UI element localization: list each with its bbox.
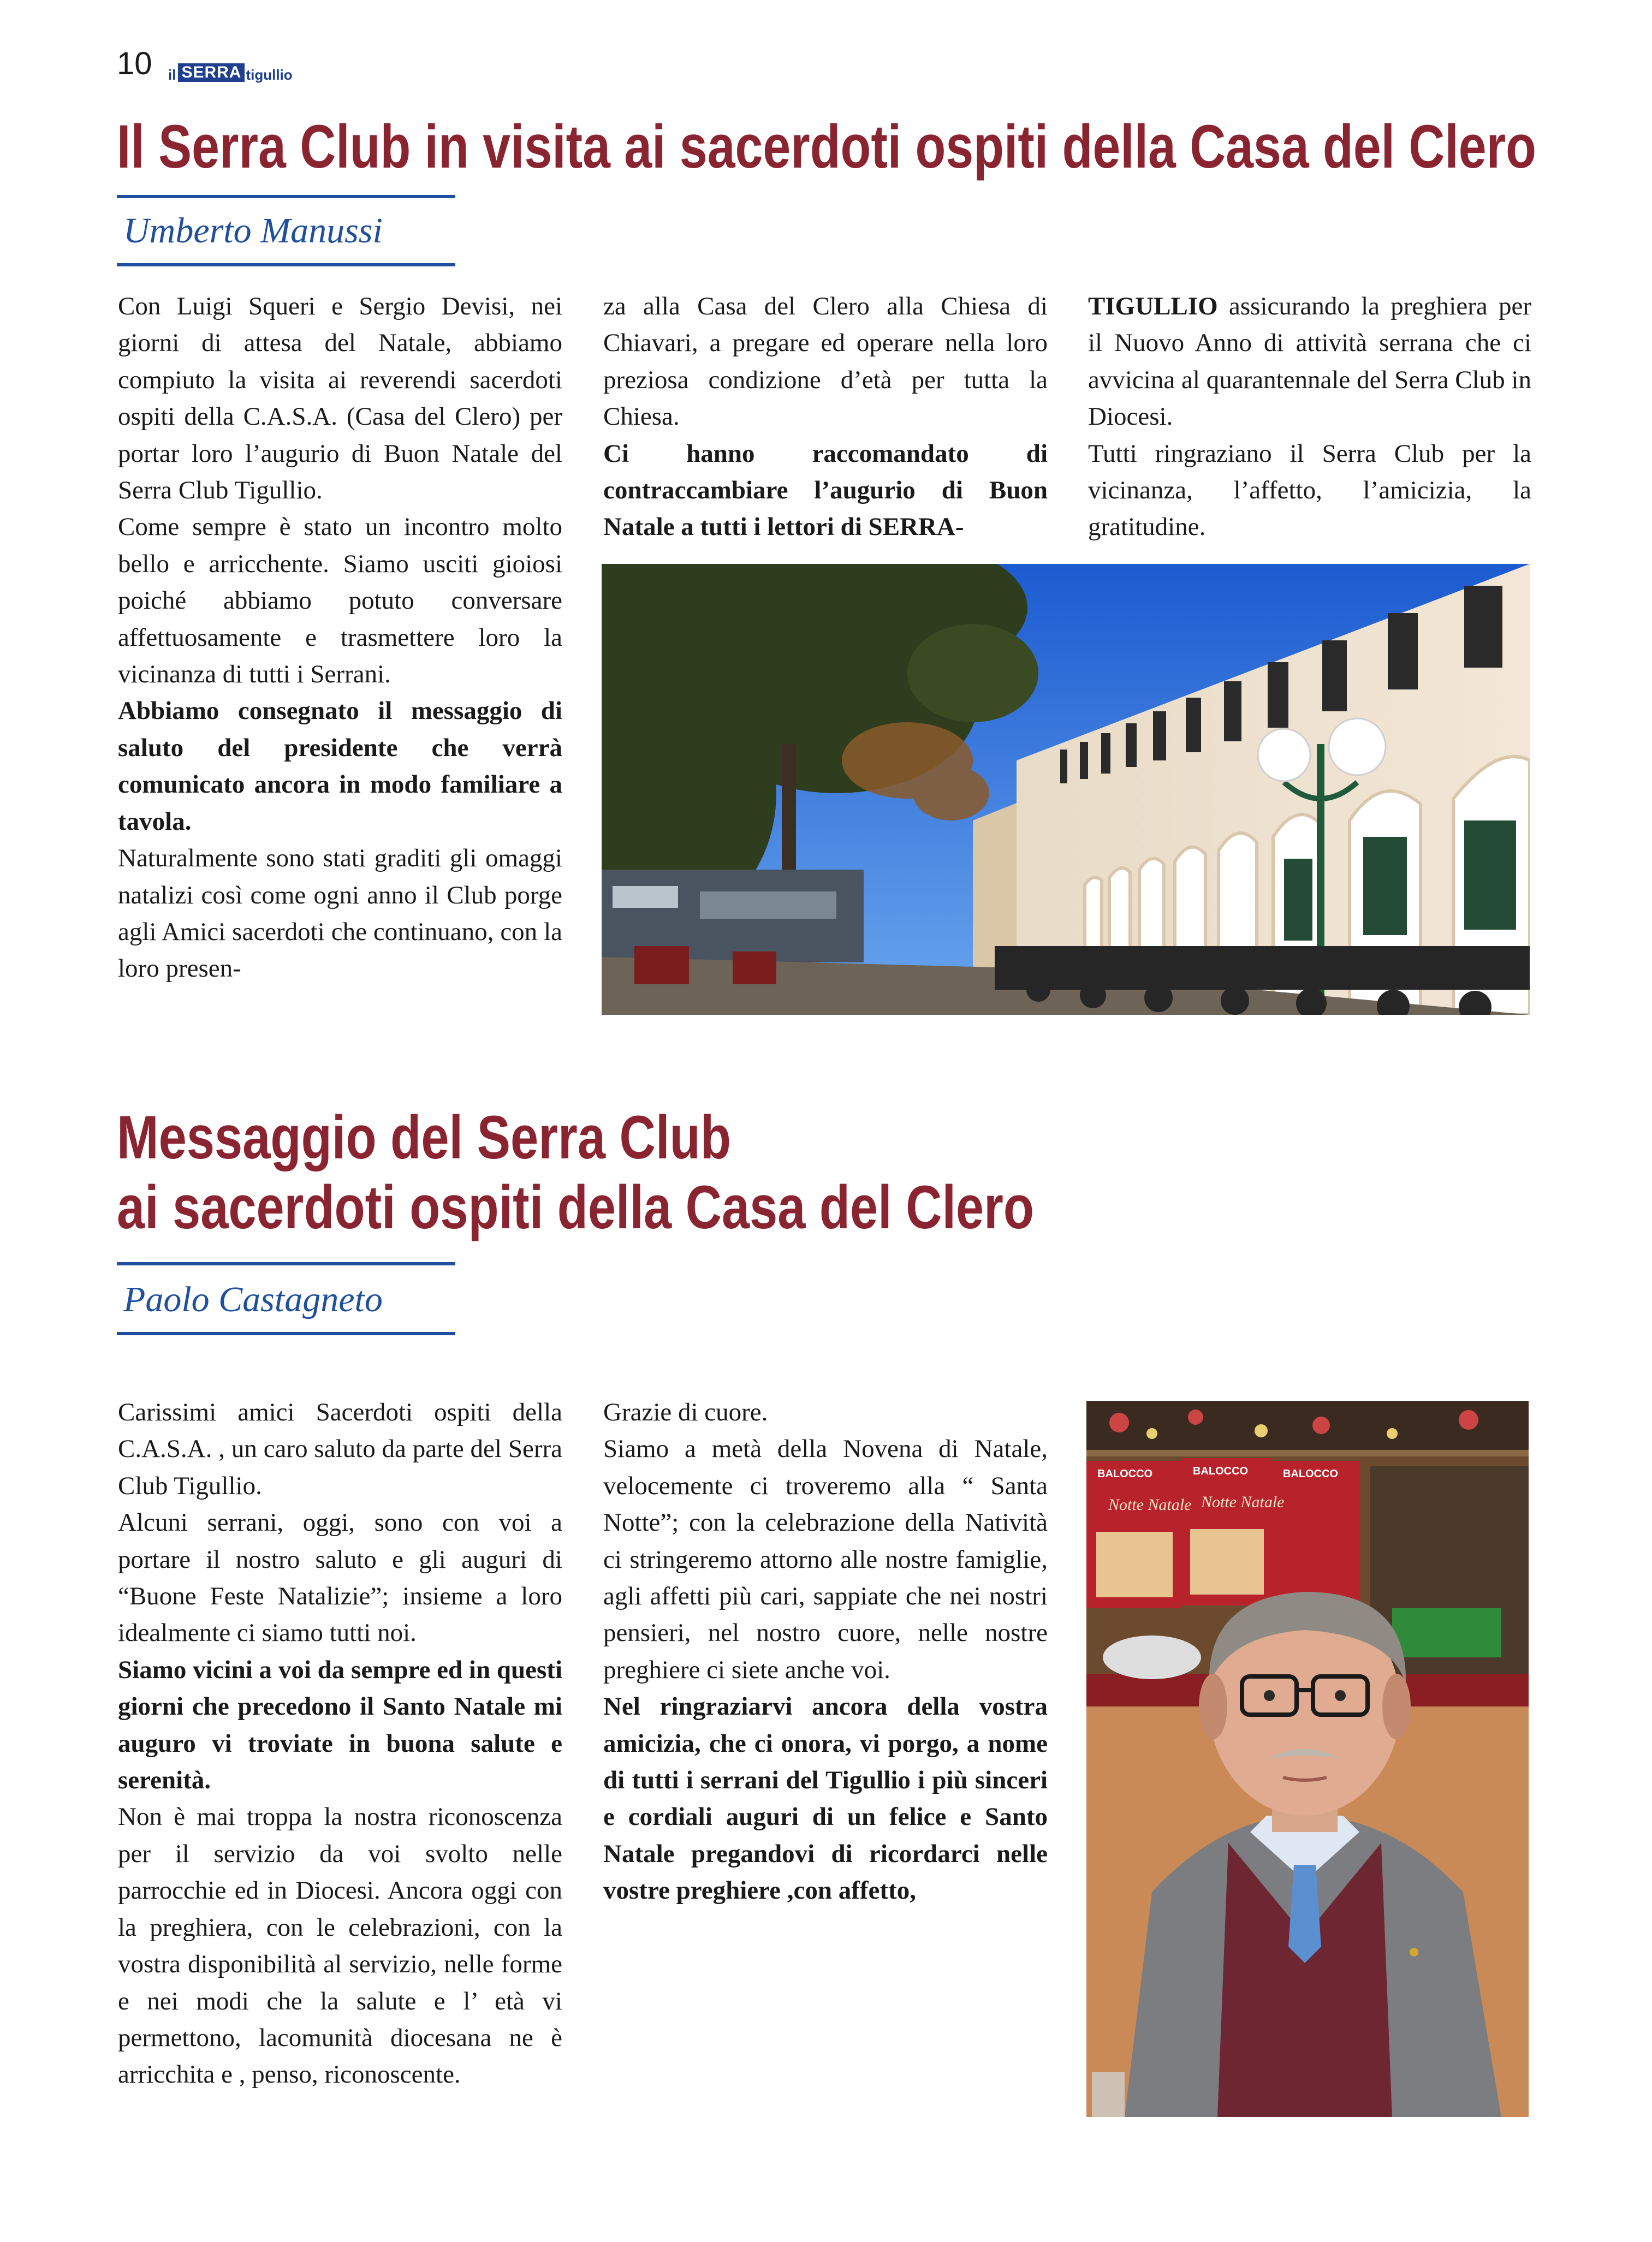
paragraph: Grazie di cuore. [603,1398,768,1426]
article2-column-1 [118,1394,562,2094]
balocco-box-label: BALOCCO [1193,1465,1249,1477]
paragraph-bold: Nel ringraziarvi ancora della vostra amicizia, che ci onora, vi porgo, a nome di tutti i serrani del Tigullio i più sinceri e cordiali auguri di un felice e Santo Natale pregandovi di ricordarci nelle vostre preghiere ,con affetto, [603,1692,1048,1905]
portrait-photo [1086,1401,1529,2117]
paragraph-bold: Abbiamo consegnato il messaggio di saluto del presidente che verrà comunicato ancora in modo familiare a tavola. [118,697,562,836]
paragraph: Siamo a metà della Novena di Natale, velocemente ci troveremo alla “ Santa Notte”; con la celebrazione della Natività ci stringeremo attorno alle nostre famiglie, agli affetti più cari, sappiate che nei nostri pensieri, nel nostro cuore, nelle nostre preghiere ci siete anche voi. [603,1435,1048,1684]
street-arcade-photo [602,564,1530,1015]
article1-rule-top [117,195,455,198]
article2-rule-top [117,1262,455,1265]
logo-suffix: tigullio [246,67,293,83]
article2-column-2 [603,1394,1048,1910]
box-product-label: Notte Natale [1108,1496,1192,1514]
article2-title-line2: ai sacerdoti ospiti della Casa del Clero [117,1173,1034,1241]
paragraph: Come sempre è stato un incontro molto bello e arricchente. Siamo usciti gioiosi poiché abbiamo potuto conversare affettuosamente e trasmettere loro la vicinanza di tutti i Serrani. [118,513,562,689]
box-product-label: Notte Natale [1201,1493,1285,1511]
paragraph-bold: Siamo vicini a voi da sempre ed in questi giorni che precedono il Santo Natale mi auguro vi troviate in buona salute e serenità. [118,1655,562,1795]
logo-prefix: il [168,67,176,83]
article2-rule-bottom [117,1332,455,1335]
paragraph: Carissimi amici Sacerdoti ospiti della C.A.S.A. , un caro saluto da parte del Serra Club Tigullio. [118,1398,562,1500]
balocco-box-label: BALOCCO [1283,1468,1339,1480]
page-number: 10 [117,46,152,81]
paragraph-bold: Ci hanno raccomandato di contraccambiare l’augurio di Buon Natale a tutti i lettori di SERRA- [603,439,1048,542]
article1-title: Il Serra Club in visita ai sacerdoti ospiti della Casa del Clero [117,112,1536,181]
paragraph: Tutti ringraziano il Serra Club per la vicinanza, l’affetto, l’amicizia, la gratitudine. [1088,439,1531,542]
article1-column-2 [603,288,1048,546]
paragraph: Naturalmente sono stati graditi gli omaggi natalizi così come ogni anno il Club porge agli Amici sacerdoti che continuano, con la loro presen- [118,844,562,983]
article2-title-line1: Messaggio del Serra Club [117,1103,731,1171]
article1-author: Umberto Manussi [123,211,383,251]
article1-column-1 [118,288,562,988]
logo-brand: SERRA [178,63,245,82]
paragraph: Con Luigi Squeri e Sergio Devisi, nei giorni di attesa del Natale, abbiamo compiuto la visita ai reverendi sacerdoti ospiti della C.A.S.A. (Casa del Clero) per portar loro l’augurio di Buon Natale del Serra Club Tigullio. [118,292,562,505]
article2-author: Paolo Castagneto [123,1280,383,1319]
article1-rule-bottom [117,263,455,266]
paragraph: TIGULLIO assicurando la preghiera per il Nuovo Anno di attività serrana che ci avvicina al quarantennale del Serra Club in Diocesi. [1088,292,1531,431]
article1-column-3 [1088,288,1531,546]
paragraph: za alla Casa del Clero alla Chiesa di Chiavari, a pregare ed operare nella loro preziosa condizione d’età per tutta la Chiesa. [603,292,1048,431]
balocco-box-label: BALOCCO [1097,1468,1153,1480]
magazine-logo [168,61,293,82]
paragraph: Non è mai troppa la nostra riconoscenza per il servizio da voi svolto nelle parrocchie ed in Diocesi. Ancora oggi con la preghiera, con le celebrazioni, con la vostra disponibilità al servizio, nelle forme e nei modi che la salute e l’ età vi permettono, lacomunità diocesana ne è arricchita e , penso, riconoscente. [118,1803,562,2089]
paragraph: Alcuni serrani, oggi, sono con voi a portare il nostro saluto e gli auguri di “Buone Feste Natalizie”; insieme a loro idealmente ci siamo tutti noi. [118,1508,562,1648]
